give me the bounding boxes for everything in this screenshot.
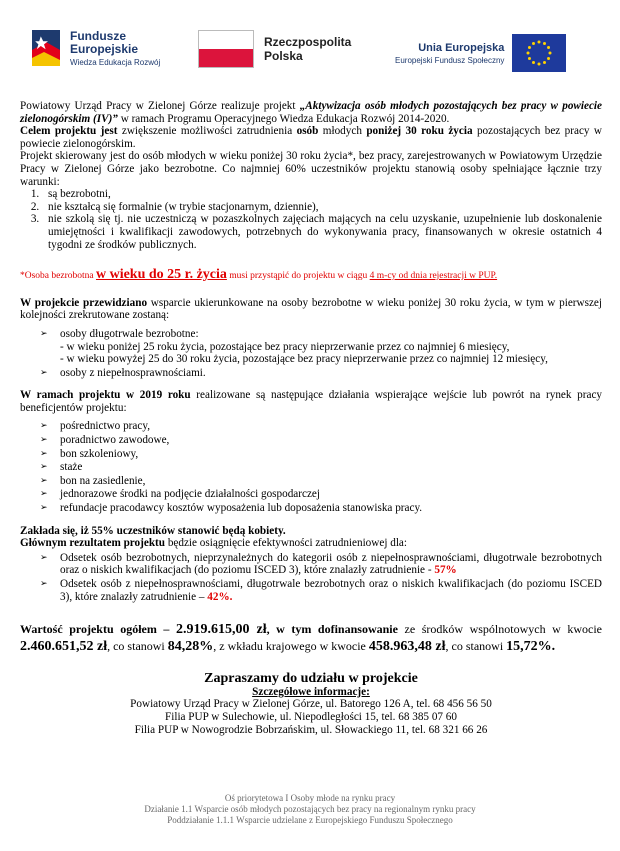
support-lead: [20, 297, 602, 322]
goal-text-c: osób: [296, 125, 319, 138]
arrow-bullet-icon: ➢: [40, 552, 48, 563]
eu-star-icon: [547, 57, 550, 60]
result-value: 42%.: [207, 590, 233, 603]
value-text-j: , co stanowi: [445, 639, 507, 654]
results-text: będzie osiągnięcie efektywności zatrudnieniowej dla:: [165, 537, 408, 550]
footer: [0, 793, 620, 826]
result-text: Odsetek osób z niepełnosprawnościami, długotrwale bezrobotnych oraz o niskich kwalifikacjach (do poziomu ISCED 3), które znalazły zatrudnienie –: [60, 578, 602, 603]
condition-item: 2. nie kształcą się formalnie (w trybie stacjonarnym, dziennie),: [42, 201, 602, 214]
eu-flag-icon: [512, 34, 566, 72]
ue-subtitle: Europejski Fundusz Społeczny: [395, 55, 505, 65]
eu-star-icon: [547, 46, 550, 49]
action-item: [40, 420, 602, 433]
project-value: [20, 621, 602, 655]
arrow-bullet-icon: ➢: [40, 448, 48, 459]
action-item: [40, 448, 602, 461]
arrow-bullet-icon: ➢: [40, 475, 48, 486]
goal-paragraph: [20, 125, 602, 150]
age-note: [20, 269, 602, 283]
support-item: [40, 367, 602, 380]
results-label: Głównym rezultatem projektu: [20, 537, 166, 550]
action-item: [40, 488, 602, 501]
goal-text-b: zwiększenie możliwości zatrudnienia: [117, 125, 297, 138]
eu-star-icon: [527, 52, 530, 55]
note-text-a: *Osoba bezrobotna: [20, 271, 96, 282]
fundusze-europejskie-emblem-icon: [30, 28, 64, 68]
arrow-bullet-icon: ➢: [40, 579, 48, 589]
ue-name: Unia Europejska: [418, 41, 505, 54]
condition-item: 3. nie szkolą się tj. nie uczestniczą w pozaszkolnych zajęciach mających na celu uzyskanie, uzupełnienie lub doskonalenie umiejętności i kwalifikacji zawodowych, potrzebnych do wykonywania pracy, finansowanych w okresie ostatnich 4 tygodni ze środków publicznych.: [42, 213, 602, 251]
action-item-text: bon na zasiedlenie,: [60, 474, 146, 487]
eu-percent: 84,28%: [167, 639, 214, 655]
result-text: Odsetek osób bezrobotnych, nieprzynależnych do kategorii osób z niepełnosprawnościami, długotrwale bezrobotnych oraz o niskich kwalifikacjach (do poziomu ISCED 3), które znalazły zatrudnienie -: [60, 551, 602, 577]
rp-name-line1: Rzeczpospolita: [264, 35, 352, 49]
footer-line: Działanie 1.1 Wsparcie osób młodych pozostających bez pracy na regionalnym rynku pracy: [144, 804, 476, 814]
action-item-text: refundacje pracodawcy kosztów wyposażenia lub doposażenia stanowiska pracy.: [60, 502, 423, 515]
value-text-f: , co stanowi: [107, 639, 168, 654]
action-item-text: jednorazowe środki na podjęcie działalności gospodarczej: [60, 488, 321, 501]
arrow-bullet-icon: ➢: [40, 503, 48, 514]
footer-line: Oś priorytetowa I Osoby młode na rynku pracy: [224, 793, 396, 803]
action-item-text: staże: [60, 461, 83, 474]
arrow-bullet-icon: ➢: [40, 328, 48, 339]
result-value: 57%: [434, 564, 457, 577]
eu-star-icon: [528, 57, 531, 60]
actions-label: W ramach projektu w 2019 roku: [20, 389, 191, 402]
national-percent: 15,72%.: [506, 639, 556, 655]
target-paragraph: Projekt skierowany jest do osób młodych w wieku poniżej 30 roku życia*, bez pracy, zarejestrowanych w Powiatowym Urzędzie Pracy w Zielonej Górze jako bezrobotne. Co najmniej 60% uczestników projektu stanowią osoby spełniające łącznie trzy warunki:: [20, 150, 602, 188]
total-value: 2.919.615,00 zł: [175, 622, 267, 638]
support-subitem: - w wieku powyżej 25 do 30 roku życia, pozostające bez pracy nieprzerwanie przez co najmniej 12 miesięcy,: [60, 353, 548, 366]
contact-line: Filia PUP w Sulechowie, ul. Niepodległości 15, tel. 68 385 07 60: [165, 710, 457, 723]
rzeczpospolita-polska-logo: [198, 30, 351, 68]
note-deadline: 4 m-cy od dnia rejestracji w PUP.: [369, 271, 498, 282]
arrow-bullet-icon: ➢: [40, 435, 48, 446]
support-list: [20, 328, 602, 379]
invitation-heading: Zapraszamy do udziału w projekcie: [204, 671, 418, 687]
fundusze-europejskie-logo: [30, 28, 160, 68]
intro-text-end: w ramach Programu Operacyjnego Wiedza Edukacja Rozwój 2014-2020.: [117, 112, 450, 125]
poland-flag-icon: [198, 30, 254, 68]
project-title: „Aktywizacja osób młodych pozostających bez pracy w powiecie zielonogórskim (IV)”: [20, 100, 602, 125]
eu-star-icon: [528, 46, 531, 49]
results-lead: [20, 537, 602, 550]
result-item: [40, 552, 602, 577]
eu-star-icon: [543, 61, 546, 64]
fe-name-line1: Fundusze: [70, 28, 126, 43]
rp-name-line2: Polska: [264, 49, 303, 63]
value-text-h: , z wkładu krajowego w kwocie: [213, 639, 369, 654]
footer-line: Poddziałanie 1.1.1 Wsparcie udzielane z Europejskiego Funduszu Społecznego: [167, 815, 453, 825]
document-body: [20, 100, 602, 736]
action-item: [40, 461, 602, 474]
eu-star-icon: [538, 41, 541, 44]
action-item-text: bon szkoleniowy,: [60, 447, 139, 460]
women-share-text: Zakłada się, iż 55% uczestników stanowić będą kobiety.: [20, 524, 286, 537]
goal-label: Celem projektu jest: [20, 125, 118, 138]
eu-amount: 2.460.651,52 zł: [20, 639, 108, 655]
goal-text-f: pozostających bez pracy w powiecie zielonogórskim.: [20, 125, 602, 150]
result-item: [40, 578, 602, 603]
women-share: [20, 525, 602, 538]
conditions-list: [20, 188, 602, 251]
support-subitem: - w wieku poniżej 25 roku życia, pozostające bez pracy nieprzerwanie przez co najmniej 6 miesięcy,: [60, 340, 510, 353]
support-item: [40, 328, 602, 366]
eu-star-icon: [549, 52, 552, 55]
goal-age-limit: poniżej 30 roku życia: [366, 125, 473, 138]
arrow-bullet-icon: ➢: [40, 367, 48, 378]
value-text-d: ze środków wspólnotowych w kwocie: [397, 622, 602, 637]
actions-text: realizowane są następujące działania wspierające wejście lub powrót na rynek pracy beneficjentów projektu:: [20, 389, 602, 414]
support-text: wsparcie ukierunkowane na osoby bezrobotne w wieku poniżej 30 roku życia, w tym w pierwszej kolejności zrekrutowane zostaną:: [20, 296, 602, 322]
intro-text-start: Powiatowy Urząd Pracy w Zielonej Górze realizuje projekt: [20, 100, 300, 112]
actions-lead: [20, 389, 602, 414]
condition-item: 1. są bezrobotni,: [42, 188, 602, 201]
contact-line: Filia PUP w Nowogrodzie Bobrzańskim, ul. Słowackiego 11, tel. 68 321 66 26: [134, 723, 488, 736]
action-item-text: pośrednictwo pracy,: [60, 420, 150, 433]
arrow-bullet-icon: ➢: [40, 462, 48, 473]
results-list: [20, 552, 602, 603]
intro-paragraph: [20, 100, 602, 125]
fe-subtitle: Wiedza Edukacja Rozwój: [70, 57, 161, 67]
goal-text-d: młodych: [318, 125, 367, 138]
note-age: w wieku do 25 r. życia: [95, 267, 227, 283]
unia-europejska-logo: [395, 34, 566, 72]
action-item: [40, 434, 602, 447]
eu-star-icon: [532, 61, 535, 64]
value-label: Wartość projektu ogółem –: [20, 622, 176, 637]
actions-list: [20, 420, 602, 514]
eu-star-icon: [532, 42, 535, 45]
support-label: W projekcie przewidziano: [20, 296, 148, 309]
cofinancing-label: , w tym dofinansowanie: [266, 622, 398, 637]
support-item-text: osoby długotrwale bezrobotne:: [60, 327, 199, 340]
contact-block: [20, 673, 602, 736]
eu-star-icon: [538, 63, 541, 66]
details-heading: Szczegółowe informacje:: [252, 685, 370, 698]
note-text-c: musi przystąpić do projektu w ciągu: [226, 271, 370, 282]
fe-name-line2: Europejskie: [70, 41, 139, 56]
arrow-bullet-icon: ➢: [40, 489, 48, 500]
logo-bar: [0, 22, 620, 82]
arrow-bullet-icon: ➢: [40, 421, 48, 432]
national-amount: 458.963,48 zł: [368, 639, 446, 655]
action-item: [40, 502, 602, 515]
contact-line: Powiatowy Urząd Pracy w Zielonej Górze, ul. Batorego 126 A, tel. 68 456 56 50: [130, 698, 492, 711]
action-item: [40, 475, 602, 488]
action-item-text: poradnictwo zawodowe,: [60, 434, 170, 447]
support-item-text: osoby z niepełnosprawnościami.: [60, 366, 206, 379]
eu-star-icon: [543, 42, 546, 45]
